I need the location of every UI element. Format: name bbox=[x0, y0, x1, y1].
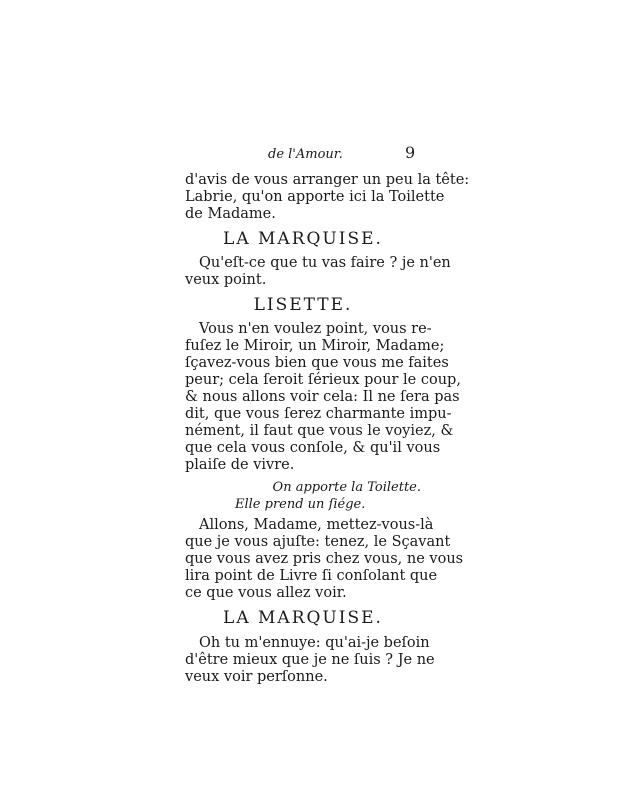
text-line: fuſez le Miroir, un Miroir, Madame; bbox=[185, 338, 445, 354]
text-line: d'avis de vous arranger un peu la tête: bbox=[185, 172, 470, 188]
speaker-heading: LISETTE. bbox=[253, 295, 353, 315]
page-number: 9 bbox=[405, 143, 416, 162]
text-line: d'être mieux que je ne ſuis ? Je ne bbox=[185, 652, 435, 668]
text-line: peur; cela ſeroit ſérieux pour le coup, bbox=[185, 372, 461, 388]
text-line: & nous allons voir cela: Il ne ſera pas bbox=[185, 389, 460, 405]
text-line: nément, il faut que vous le voyiez, & bbox=[185, 423, 454, 439]
text-line: veux voir perſonne. bbox=[185, 669, 328, 685]
text-line: que cela vous conſole, & qu'il vous bbox=[185, 440, 441, 456]
text-line: ce que vous allez voir. bbox=[185, 585, 347, 601]
text-line: que vous avez pris chez vous, ne vous bbox=[185, 551, 464, 567]
text-line: lira point de Livre ſi conſolant que bbox=[185, 568, 438, 584]
text-line: Labrie, qu'on apporte ici la Toilette bbox=[185, 189, 445, 205]
text-line: ſçavez-vous bien que vous me faites bbox=[185, 355, 449, 371]
text-line: Qu'eſt-ce que tu vas faire ? je n'en bbox=[199, 255, 451, 271]
text-line: Oh tu m'ennuye: qu'ai-je beſoin bbox=[199, 635, 430, 651]
text-line: de Madame. bbox=[185, 206, 276, 222]
text-line: Vous n'en voulez point, vous re- bbox=[199, 321, 432, 337]
speaker-heading: LA MARQUISE. bbox=[223, 608, 383, 628]
text-line: que je vous ajuſte: tenez, le Sçavant bbox=[185, 534, 451, 550]
running-title: de l'Amour. bbox=[268, 147, 343, 162]
text-line: plaiſe de vivre. bbox=[185, 457, 295, 473]
stage-direction: On apporte la Toilette. bbox=[272, 480, 421, 495]
text-line: veux point. bbox=[185, 272, 267, 288]
text-line: Allons, Madame, mettez-vous-là bbox=[199, 517, 434, 533]
stage-direction: Elle prend un ſiége. bbox=[235, 497, 366, 512]
text-line: dit, que vous ſerez charmante impu- bbox=[185, 406, 452, 422]
speaker-heading: LA MARQUISE. bbox=[223, 229, 383, 249]
